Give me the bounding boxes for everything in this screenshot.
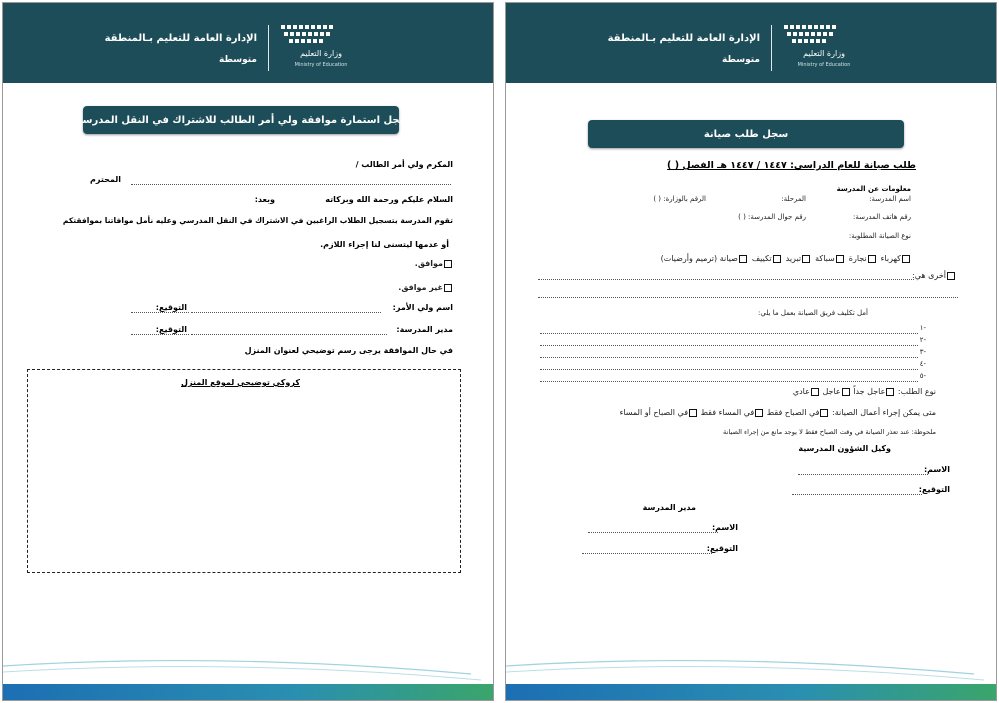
type-checkbox[interactable] — [902, 255, 910, 263]
greeting-line: المكرم ولي أمر الطالب / — [355, 160, 453, 169]
form-sheet-maintenance-request — [505, 2, 997, 701]
task-1-number: -١ — [919, 324, 926, 332]
request-option[interactable]: عاجل جداً — [853, 387, 895, 396]
task-4-number: -٤ — [919, 360, 926, 368]
principal-signature-line[interactable] — [582, 553, 712, 554]
type-checkbox[interactable] — [739, 255, 747, 263]
header-divider — [268, 25, 269, 71]
form-sheet-transport-consent — [2, 2, 494, 701]
ministry-logo — [281, 23, 361, 71]
stage-label: المرحلة: — [781, 195, 806, 203]
deputy-signature-line[interactable] — [792, 494, 922, 495]
timing-option[interactable]: في الصباح فقط — [767, 408, 830, 417]
request-type-row — [793, 387, 936, 396]
request-type-label: نوع الطلب: — [897, 387, 936, 396]
ministry-name-ar: وزارة التعليم — [300, 49, 342, 58]
task-3-line[interactable] — [540, 357, 918, 358]
timing-checkbox[interactable] — [755, 409, 763, 417]
deputy-name-line[interactable] — [798, 474, 928, 475]
home-map-box[interactable] — [27, 369, 461, 573]
admin-title: الإدارة العامة للتعليم بـالمنطقة — [104, 33, 257, 44]
ministry-name-ar: وزارة التعليم — [803, 49, 845, 58]
other-type[interactable]: أخرى هي: — [912, 271, 956, 280]
form-subtitle: طلب صيانة للعام الدراسي: ١٤٤٧ / ١٤٤٧ هـ الفصل ( ) — [667, 160, 916, 171]
maintenance-type-options — [661, 254, 911, 263]
team-task-label: أمل تكليف فريق الصيانة بعمل ما يلي: — [758, 309, 868, 317]
footer-wave — [3, 650, 493, 700]
guardian-name-line[interactable] — [191, 312, 381, 313]
guardian-signature-label: التوقيع: — [155, 303, 187, 312]
task-5-line[interactable] — [540, 381, 918, 382]
type-checkbox[interactable] — [836, 255, 844, 263]
guardian-name-label: اسم ولي الأمر: — [392, 303, 453, 312]
form-title: سجل طلب صيانة — [588, 120, 904, 148]
timing-option[interactable]: في المساء فقط — [701, 408, 765, 417]
type-option[interactable]: سباكة — [815, 254, 845, 263]
header-divider — [771, 25, 772, 71]
type-option[interactable]: تبريد — [786, 254, 811, 263]
after-greeting: وبعد: — [254, 195, 275, 204]
request-option[interactable]: عاجل — [822, 387, 850, 396]
maintenance-type-label: نوع الصيانة المطلوبة: — [848, 232, 911, 240]
form-title: سجل استمارة موافقة ولي أمر الطالب للاشتراك في النقل المدرسي — [83, 106, 399, 134]
school-info-heading: معلومات عن المدرسة — [836, 185, 911, 193]
body-paragraph-2: أو عدمها ليتسنى لنا إجراء اللازم. — [320, 240, 449, 249]
principal-signature-line[interactable] — [131, 334, 189, 335]
request-option[interactable]: عادي — [793, 387, 820, 396]
school-phone-label: رقم هاتف المدرسة: — [852, 213, 911, 221]
principal-name-label: الاسم: — [711, 523, 738, 532]
option-disagree[interactable]: غير موافق. — [398, 283, 453, 292]
guardian-signature-line[interactable] — [131, 312, 189, 313]
type-checkbox[interactable] — [868, 255, 876, 263]
timing-row — [620, 408, 936, 417]
type-option[interactable]: صيانة (ترميم وأرضيات) — [661, 254, 748, 263]
body-paragraph-1: تقوم المدرسة بتسجيل الطلاب الراغبين في الاشتراك في النقل المدرسي وعليه نأمل موافاتنا بموافقتكم — [62, 216, 453, 225]
type-checkbox[interactable] — [802, 255, 810, 263]
request-checkbox[interactable] — [886, 388, 894, 396]
timing-checkbox[interactable] — [689, 409, 697, 417]
deputy-signature-label: التوقيع: — [918, 485, 950, 494]
other-checkbox[interactable] — [947, 272, 955, 280]
ministry-number-label: الرقم بالوزارة: ( ) — [653, 195, 706, 203]
principal-name-line[interactable] — [191, 334, 387, 335]
honorific: المحترم — [90, 175, 121, 184]
principal-label: مدير المدرسة: — [396, 325, 453, 334]
map-request-text: في حال الموافقة يرجى رسم توضيحي لعنوان المنزل — [244, 346, 453, 355]
task-1-line[interactable] — [540, 333, 918, 334]
principal-name-line[interactable] — [588, 532, 718, 533]
school-type: متوسطة — [722, 55, 760, 65]
page-header — [506, 3, 996, 83]
request-checkbox[interactable] — [811, 388, 819, 396]
admin-title: الإدارة العامة للتعليم بـالمنطقة — [607, 33, 760, 44]
timing-label: متى يمكن إجراء أعمال الصيانة: — [832, 408, 936, 417]
ministry-logo-icon — [281, 23, 341, 45]
salam-line: السلام عليكم ورحمة الله وبركاته — [325, 195, 453, 204]
option-agree[interactable]: موافق. — [415, 259, 453, 268]
type-checkbox[interactable] — [773, 255, 781, 263]
page-header — [3, 3, 493, 83]
ministry-name-en: Ministry of Education — [797, 62, 851, 68]
checkbox-agree[interactable] — [444, 260, 452, 268]
checkbox-disagree[interactable] — [444, 284, 452, 292]
deputy-title: وكيل الشؤون المدرسية — [798, 444, 891, 453]
task-5-number: -٥ — [919, 372, 926, 380]
map-box-title: كروكي توضيحي لموقع المنزل — [181, 378, 300, 387]
principal-signature-label: التوقيع: — [155, 325, 187, 334]
principal-signature-label: التوقيع: — [706, 544, 738, 553]
task-2-number: -٢ — [919, 336, 926, 344]
task-2-line[interactable] — [540, 345, 918, 346]
student-name-line[interactable] — [131, 184, 451, 185]
timing-option[interactable]: في الصباح أو المساء — [620, 408, 698, 417]
ministry-name-en: Ministry of Education — [294, 62, 348, 68]
footer-wave — [506, 650, 996, 700]
deputy-name-label: الاسم: — [923, 465, 950, 474]
school-type: متوسطة — [219, 55, 257, 65]
ministry-logo — [784, 23, 864, 71]
task-3-number: -٣ — [919, 348, 926, 356]
type-option[interactable]: تكييف — [752, 254, 782, 263]
principal-title: مدير المدرسة — [642, 503, 696, 512]
timing-checkbox[interactable] — [820, 409, 828, 417]
school-mobile-label: رقم جوال المدرسة: ( ) — [738, 213, 806, 221]
other-type-line-1[interactable] — [538, 279, 914, 280]
type-option[interactable]: نجارة — [849, 254, 877, 263]
type-option[interactable]: كهرباء — [881, 254, 911, 263]
request-checkbox[interactable] — [842, 388, 850, 396]
other-type-line-2[interactable] — [538, 297, 958, 298]
school-name-label: اسم المدرسة: — [869, 195, 911, 203]
ministry-logo-icon — [784, 23, 844, 45]
task-4-line[interactable] — [540, 369, 918, 370]
maintenance-note: ملحوظة: عند تعذر الصيانة في وقت الصباح فقط لا يوجد مانع من إجراء الصيانة — [722, 428, 936, 436]
maintenance-type-chips — [661, 254, 911, 263]
